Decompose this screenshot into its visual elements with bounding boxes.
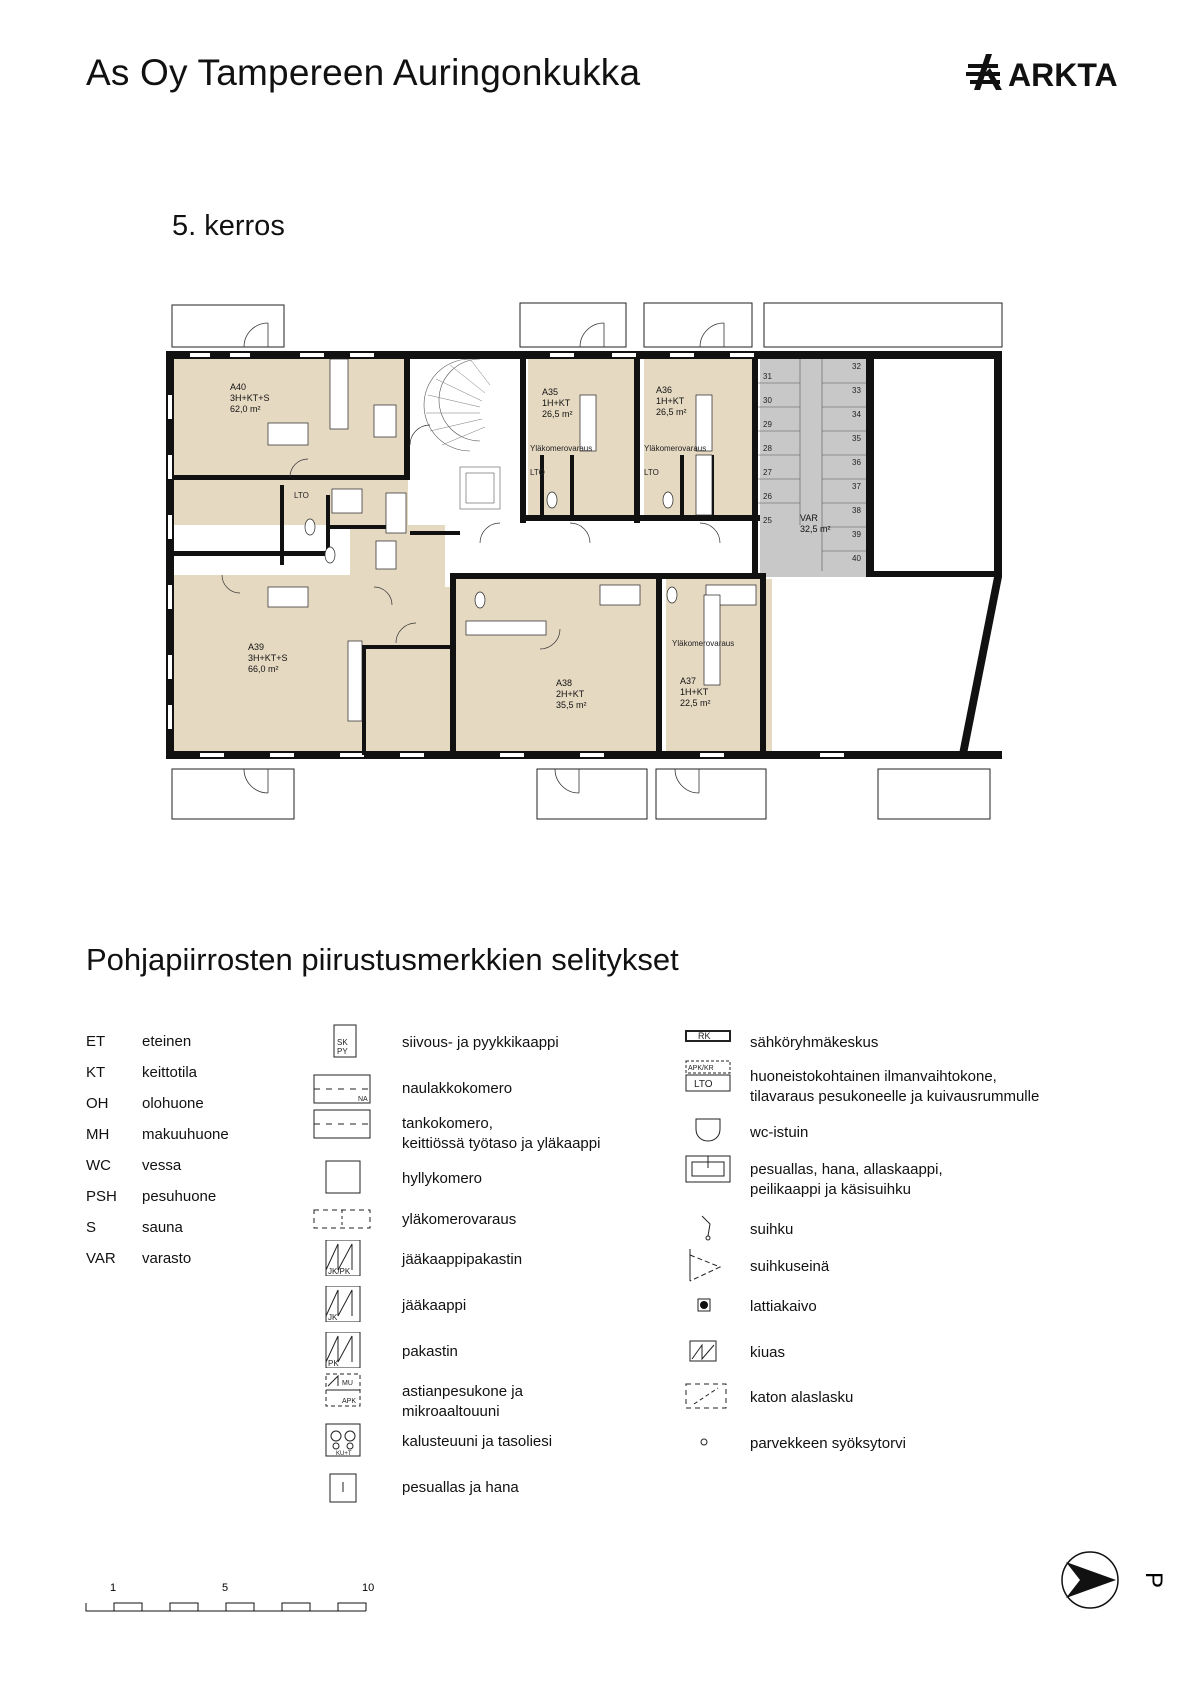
- fridge-icon: [312, 1286, 372, 1327]
- coat-closet-label-line: naulakkokomero: [402, 1080, 513, 1097]
- apartment-a35-id: A35: [542, 387, 559, 397]
- ventilation-unit-icon: [680, 1057, 740, 1098]
- apartment-a37-area: 22,5 m²: [680, 698, 711, 708]
- shower-icon: [680, 1210, 740, 1251]
- abbreviation-description: keittotila: [142, 1064, 198, 1081]
- stair-treads: [426, 359, 490, 445]
- floor-drain-label-line: lattiakaivo: [750, 1298, 817, 1315]
- shower-label: [750, 1220, 793, 1240]
- electrical-panel-label: [750, 1033, 878, 1053]
- abbreviation-description: makuuhuone: [142, 1126, 229, 1143]
- storage-id: VAR: [800, 513, 818, 523]
- shower-wall-icon: [680, 1247, 740, 1288]
- svg-text:KU+T: KU+T: [336, 1451, 352, 1457]
- svg-text:APK: APK: [342, 1398, 357, 1405]
- storage-unit-number: 40: [852, 554, 861, 563]
- cleaning-cabinet-label: [402, 1033, 559, 1053]
- apartment-a38-type: 2H+KT: [556, 689, 585, 699]
- shower-wall-label: [750, 1257, 829, 1277]
- svg-text:NA: NA: [358, 1096, 368, 1103]
- fridge-label-line: jääkaappi: [402, 1297, 467, 1314]
- shower-wall-label-line: suihkuseinä: [750, 1258, 830, 1275]
- oven-hob-label: [402, 1432, 552, 1452]
- shower-label-line: suihku: [750, 1221, 794, 1238]
- storage-unit-number: 32: [852, 362, 861, 371]
- sauna-stove-icon: [680, 1333, 740, 1374]
- apartment-a36-id: A36: [656, 385, 673, 395]
- washbasin-icon: [680, 1150, 740, 1191]
- fridge-freezer-label-line: jääkaappipakastin: [402, 1251, 523, 1268]
- dishwasher-microwave-label-line: astianpesukone ja: [402, 1383, 523, 1400]
- storage-area-label: 32,5 m²: [800, 524, 831, 534]
- oven-hob-label-line: kalusteuuni ja tasoliesi: [402, 1433, 553, 1450]
- ventilation-unit-label-line: tilavaraus pesukoneelle ja kuivausrummulle: [750, 1088, 1040, 1105]
- storage-unit-number: 27: [763, 468, 772, 477]
- wc-seat-label-line: wc-istuin: [750, 1124, 809, 1141]
- floor-drain-label: [750, 1297, 817, 1317]
- storage-unit-number: 36: [852, 458, 861, 467]
- abbreviation-code: OH: [86, 1095, 109, 1112]
- freezer-label: [402, 1342, 458, 1362]
- apartment-a38-area: 35,5 m²: [556, 700, 587, 710]
- svg-text:RK: RK: [698, 1031, 711, 1041]
- scale-bar-graphic: [84, 1575, 384, 1615]
- sink-faucet-label: [402, 1478, 519, 1498]
- abbreviation-description: pesuhuone: [142, 1188, 217, 1205]
- fridge-freezer-label: [402, 1250, 522, 1270]
- floor-plan-drawing: [160, 295, 1030, 855]
- scale-bar: [84, 1575, 384, 1620]
- cleaning-cabinet-icon: [312, 1023, 372, 1064]
- floor-title: 5. kerros: [172, 210, 285, 242]
- storage-unit-number: 38: [852, 506, 861, 515]
- storage-unit-number: 39: [852, 530, 861, 539]
- dishwasher-microwave-icon: [312, 1372, 372, 1413]
- svg-text:APK/KR: APK/KR: [688, 1065, 714, 1072]
- downspout-label: [750, 1434, 906, 1454]
- floor-plan: [160, 295, 1030, 860]
- sauna-stove-label-line: kiuas: [750, 1344, 786, 1361]
- north-arrow-icon: [1060, 1548, 1170, 1612]
- apartment-a39-id: A39: [248, 642, 265, 652]
- freezer-label-line: pakastin: [402, 1343, 458, 1360]
- fridge-freezer-icon: [312, 1240, 372, 1281]
- sink-faucet-icon: [312, 1468, 372, 1509]
- abbreviation-code: S: [86, 1219, 97, 1236]
- apartment-a39-type: 3H+KT+S: [248, 653, 288, 663]
- oven-hob-icon: [312, 1422, 372, 1463]
- cleaning-cabinet-label-line: siivous- ja pyykkikaappi: [402, 1034, 559, 1051]
- rod-closet-label-line: keittiössä työtaso ja yläkaappi: [402, 1135, 601, 1152]
- storage-unit-number: 28: [763, 444, 772, 453]
- upper-cabinet-reservation-label: [402, 1210, 516, 1230]
- abbreviation-code: WC: [86, 1157, 111, 1174]
- abbreviation-description: eteinen: [142, 1033, 192, 1050]
- courtyard-walls: [866, 351, 1002, 759]
- ylakomero-label: Yläkomerovaraus: [530, 444, 593, 453]
- ceiling-drop-label: [750, 1388, 853, 1408]
- svg-text:JK: JK: [328, 1313, 338, 1322]
- storage-unit-number: 35: [852, 434, 861, 443]
- storage-unit-number: 33: [852, 386, 861, 395]
- lto-label: LTO: [294, 491, 309, 500]
- freezer-icon: [312, 1332, 372, 1373]
- washbasin-label-line: peilikaappi ja käsisuihku: [750, 1181, 911, 1198]
- abbreviation-code: KT: [86, 1064, 106, 1081]
- apartment-a40-type: 3H+KT+S: [230, 393, 270, 403]
- arkta-logo: [966, 52, 1146, 99]
- lto-label: LTO: [644, 468, 659, 477]
- fridge-label: [402, 1296, 466, 1316]
- legend-title: Pohjapiirrosten piirustusmerkkien selitykset: [86, 942, 679, 977]
- rod-closet-label: [402, 1114, 600, 1154]
- apartment-a40-id: A40: [230, 382, 247, 392]
- apartment-a35-area: 26,5 m²: [542, 409, 573, 419]
- abbreviation-code: ET: [86, 1033, 106, 1050]
- apartment-a36-area: 26,5 m²: [656, 407, 687, 417]
- ventilation-unit-label-line: huoneistokohtainen ilmanvaihtokone,: [750, 1068, 997, 1085]
- shelf-closet-icon: [312, 1159, 372, 1200]
- rod-closet-label-line: tankokomero,: [402, 1115, 493, 1132]
- abbreviation-code: MH: [86, 1126, 110, 1143]
- svg-text:LTO: LTO: [694, 1079, 713, 1090]
- abbreviation-description: varasto: [142, 1250, 192, 1267]
- wc-seat-label: [750, 1123, 808, 1143]
- electrical-panel-label-line: sähköryhmäkeskus: [750, 1034, 879, 1051]
- dishwasher-microwave-label: [402, 1382, 523, 1422]
- washbasin-label-line: pesuallas, hana, allaskaappi,: [750, 1161, 943, 1178]
- wc-seat-icon: [680, 1113, 740, 1154]
- storage-unit-number: 30: [763, 396, 772, 405]
- storage-unit-number: 29: [763, 420, 772, 429]
- upper-cabinet-reservation-icon: [312, 1200, 372, 1241]
- apartment-a40-area: 62,0 m²: [230, 404, 261, 414]
- apartment-a37-type: 1H+KT: [680, 687, 709, 697]
- document-title: As Oy Tampereen Auringonkukka: [86, 52, 641, 93]
- storage-unit-number: 31: [763, 372, 772, 381]
- abbreviation-description: sauna: [142, 1219, 183, 1236]
- storage-unit-number: 25: [763, 516, 772, 525]
- north-label: P: [1140, 1571, 1167, 1589]
- svg-text:MU: MU: [342, 1380, 353, 1387]
- svg-text:PY: PY: [337, 1047, 348, 1056]
- shelf-closet-label: [402, 1169, 482, 1189]
- downspout-icon: [680, 1424, 740, 1465]
- scale-label-1: 1: [110, 1582, 117, 1594]
- ventilation-unit-label: [750, 1067, 1039, 1107]
- abbreviation-code: PSH: [86, 1188, 117, 1205]
- storage-unit-number: 34: [852, 410, 861, 419]
- rod-closet-icon: [312, 1104, 372, 1145]
- downspout-label-line: parvekkeen syöksytorvi: [750, 1435, 906, 1452]
- ceiling-drop-label-line: katon alaslasku: [750, 1389, 854, 1406]
- shelf-closet-label-line: hyllykomero: [402, 1170, 483, 1187]
- floor-drain-icon: [680, 1287, 740, 1328]
- storage-unit-number: 37: [852, 482, 861, 491]
- abbreviation-description: olohuone: [142, 1095, 204, 1112]
- apartment-a38-id: A38: [556, 678, 573, 688]
- logo-wordmark: ARKTA: [1008, 57, 1118, 93]
- scale-label-10: 10: [362, 1582, 375, 1594]
- apartment-a37-id: A37: [680, 676, 697, 686]
- svg-text:SK: SK: [337, 1038, 348, 1047]
- ylakomero-label: Yläkomerovaraus: [644, 444, 707, 453]
- sink-faucet-label-line: pesuallas ja hana: [402, 1479, 519, 1496]
- ylakomero-label: Yläkomerovaraus: [672, 639, 735, 648]
- coat-closet-label: [402, 1079, 512, 1099]
- svg-text:JK/PK: JK/PK: [328, 1267, 351, 1276]
- apartment-a39-area: 66,0 m²: [248, 664, 279, 674]
- lto-label: LTO: [530, 468, 545, 477]
- ceiling-drop-icon: [680, 1378, 740, 1419]
- apartment-a35-type: 1H+KT: [542, 398, 571, 408]
- abbreviation-description: vessa: [142, 1157, 182, 1174]
- apartment-a36-type: 1H+KT: [656, 396, 685, 406]
- abbreviation-code: VAR: [86, 1250, 116, 1267]
- north-arrow: [1060, 1548, 1170, 1617]
- svg-text:PK: PK: [328, 1359, 339, 1368]
- sauna-stove-label: [750, 1343, 785, 1363]
- dishwasher-microwave-label-line: mikroaaltouuni: [402, 1403, 500, 1420]
- washbasin-label: [750, 1160, 943, 1200]
- upper-cabinet-reservation-label-line: yläkomerovaraus: [402, 1211, 517, 1228]
- stairwell: [424, 359, 500, 509]
- storage-unit-number: 26: [763, 492, 772, 501]
- arkta-logo-mark: [966, 52, 1146, 94]
- scale-label-5: 5: [222, 1582, 229, 1594]
